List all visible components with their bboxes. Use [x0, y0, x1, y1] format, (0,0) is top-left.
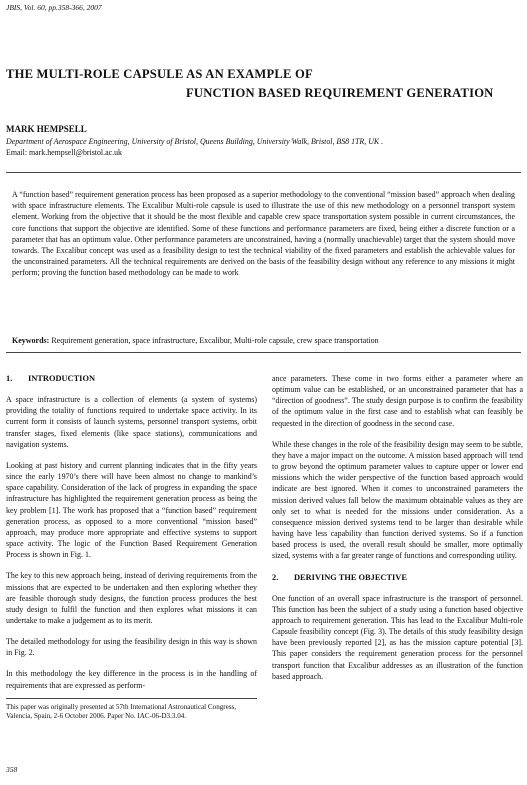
journal-reference: JBIS, Vol. 60, pp.358-366, 2007: [6, 3, 102, 12]
page-number: 358: [6, 765, 18, 774]
footnote: This paper was originally presented at 57th International Astronautical Congress, Valencia, Spain, 2-6 October 2006. Paper No. IAC-06-D3.3.04.: [6, 698, 257, 722]
paragraph: While these changes in the role of the feasibility design may seem to be subtle, they have a major impact on the outcome. A mission based approach will tend to grow beyond the optimum parameter values to capture upper or lower end missions which the wider perspective of the function based approach would indicate are best ignored. When it comes to unconstrained parameters the mission derived values fall below the maximum obtainable values as they are only set to what is needed for the missions under consideration. As a consequence mission derived systems tend to be larger than desirable while having have less capability than function derived systems. So if a function based process is used, the overall result should be smaller, more optimally sized, systems with a far greater range of functions and corresponding utility.: [272, 439, 523, 561]
paragraph: ance parameters. These come in two forms either a parameter where an optimum value can be established, or an unconstrained parameter that has a “direction of goodness”. The study design purpose is to confirm the feasibility of the optimum value in the first case and to establish what can feasibly be requested in the direction of goodness in the second case.: [272, 374, 523, 428]
paragraph: The key to this new approach being, instead of deriving requirements from the missions that are expected to be undertaken and then exploring whether they are feasible thorough study designs, the function process produces the best study design to fulfil the function and then explores what missions it can undertake to make a judgement as to its merit.: [6, 571, 257, 625]
abstract: A “function based” requirement generation process has been proposed as a superior methodology to the conventional “mission based” approach when dealing with space infrastructure elements. The Excalibur Multi-role capsule is used to illustrate the use of this new methodology on a personnel transport system element. Working from the objective that it should be the most flexible and capable crew space transportation system possible in current circumstances, the core functions that support the objective are identified. Some of these functions and performance parameters are fixed, being either a discrete function or a parameter that has an optimum value. Other performance parameters are unconstrained, having a (normally unachievable) target that the system should move towards. The Excalibur concept was used as a feasibility design to test the technical viability of the fixed parameters and establish the achievable values for the unconstrained parameters. All the technical requirements are derived on the basis of the feasibility design without any reference to any missions it might perform; proving the function based methodology can be made to work: [12, 190, 515, 278]
section-heading-deriving-objective: [272, 572, 523, 583]
right-column: [272, 373, 523, 692]
section-title: INTRODUCTION: [28, 374, 96, 383]
abstract-bottom-rule: [6, 352, 521, 353]
author-name: MARK HEMPSELL: [6, 124, 87, 134]
paragraph: A space infrastructure is a collection of elements (a system of systems) providing the totality of functions required to undertake space activity. In its current form it consists of launch systems, personnel transport systems, orbit transfer stages, fixed elements (like space stations), communications and navigation systems.: [6, 395, 257, 449]
section-heading-introduction: [6, 373, 257, 384]
author-email: Email: mark.hempsell@bristol.ac.uk: [6, 147, 122, 157]
paragraph: The detailed methodology for using the feasibility design in this way is shown in Fig. 2.: [6, 637, 257, 658]
keywords: [12, 335, 515, 346]
paragraph: One function of an overall space infrastructure is the transport of personnel. This function has been the subject of a study using a function based objective approach to requirement generation. This has lead to the Excalibur Multi-role Capsule feasibility concept (Fig. 3). The details of this study feasibility design have been previously reported [2], as has the mission capture potential [3]. This paper considers the requirement generation process for the personnel transport function that Excalibur addresses as an illustration of the function based approach.: [272, 593, 523, 681]
paper-title: [6, 65, 521, 103]
left-column: [6, 373, 257, 701]
title-line-1: THE MULTI-ROLE CAPSULE AS AN EXAMPLE OF: [6, 67, 313, 81]
keywords-text: Requirement generation, space infrastructure, Excalibur, Multi-role capsule, crew space transportation: [51, 336, 379, 345]
section-number: 2.: [272, 572, 279, 582]
abstract-top-rule: [6, 172, 521, 173]
author-affiliation: [6, 137, 521, 158]
affiliation-text: Department of Aerospace Engineering, University of Bristol, Queens Building, University Walk, Bristol, BS8 1TR, UK .: [6, 137, 384, 146]
paragraph: In this methodology the key difference in the process is in the handling of requirements that are expressed as perform-: [6, 669, 257, 690]
section-title: DERIVING THE OBJECTIVE: [294, 572, 407, 582]
paragraph: Looking at past history and current planning indicates that in the fifty years since the early 1970’s there will have been almost no change to mankind’s space capability. Consideration of the lack of progress in expanding the space infrastructure has highlighted the requirement generation process as being the key problem [1]. The work has proposed that a “function based” requirement generation process, as opposed to a more conventional “mission based” approach, may produce more appropriate and effective systems to support space activity. The logic of the Function Based Requirement Generation Process is shown in Fig. 1.: [6, 460, 257, 560]
title-line-2: FUNCTION BASED REQUIREMENT GENERATION: [186, 86, 494, 100]
section-number: 1.: [6, 374, 13, 383]
keywords-label: Keywords:: [12, 336, 50, 345]
